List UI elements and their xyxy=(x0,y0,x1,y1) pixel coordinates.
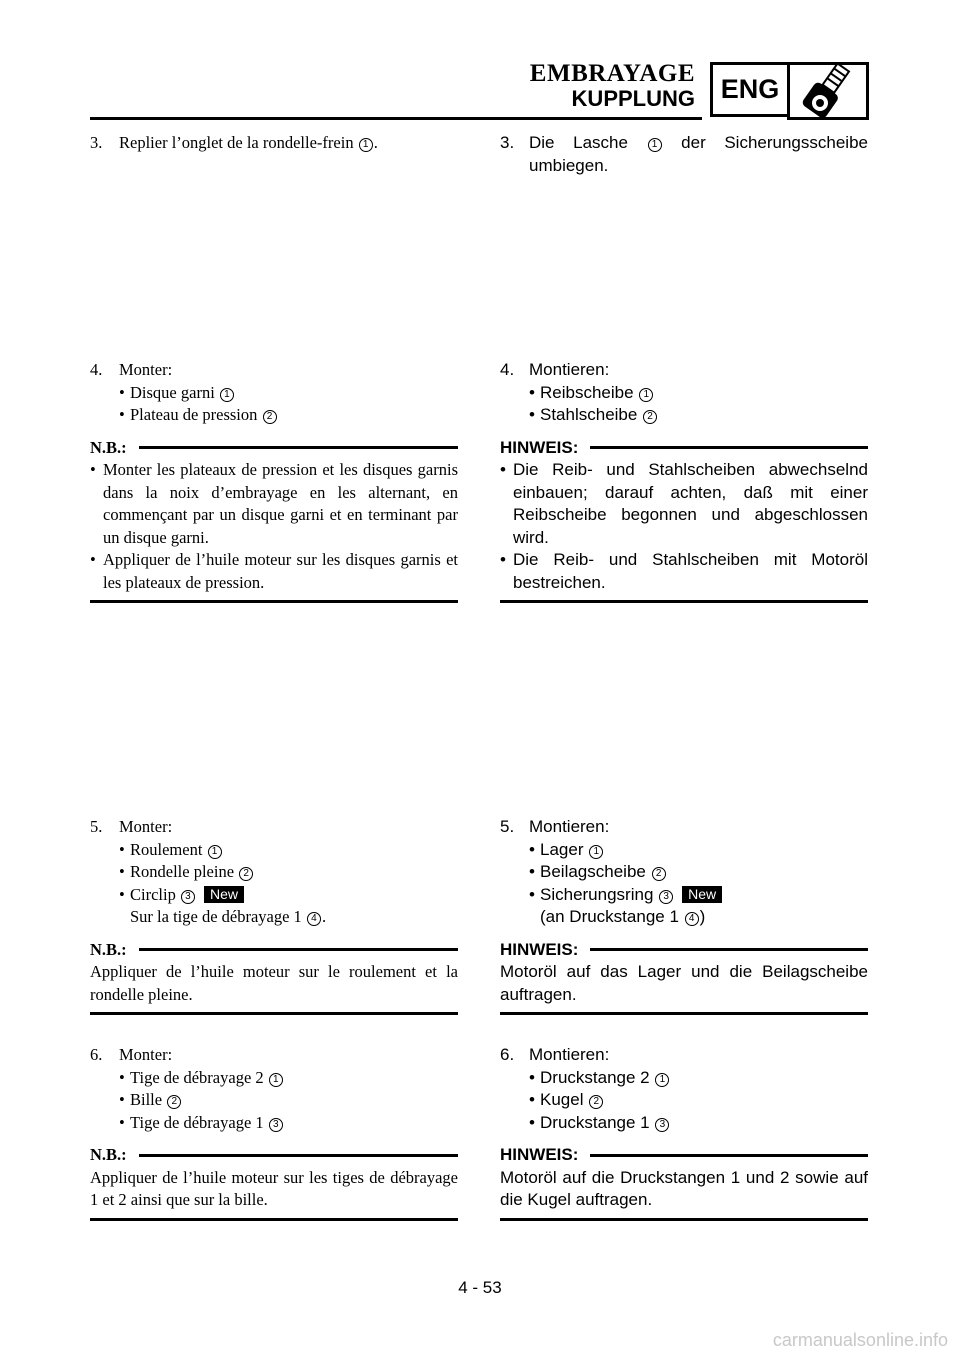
fr-step-3 xyxy=(90,132,458,155)
note-text: Motoröl auf die Druckstangen 1 und 2 sowie auf die Kugel auftragen. xyxy=(500,1167,868,1209)
note-label: HINWEIS: xyxy=(500,437,579,457)
note-end-rule xyxy=(500,600,868,603)
list-item: • Bille 2 xyxy=(90,1089,458,1112)
new-badge: New xyxy=(682,886,722,903)
ref-marker: 2 xyxy=(652,867,666,881)
step-number: 5. xyxy=(90,817,103,836)
list-item: • Disque garni 1 xyxy=(90,382,458,405)
fr-step-6 xyxy=(90,1044,458,1221)
parts-list xyxy=(90,839,458,929)
note-rule xyxy=(590,1154,868,1157)
note-header xyxy=(500,437,868,460)
ref-marker: 3 xyxy=(181,890,195,904)
list-item: • Rondelle pleine 2 xyxy=(90,861,458,884)
ref-marker: 2 xyxy=(643,410,657,424)
ref-marker: 4 xyxy=(685,912,699,926)
note-label: HINWEIS: xyxy=(500,939,579,959)
ref-marker: 1 xyxy=(655,1073,669,1087)
note-label: N.B.: xyxy=(90,1145,127,1164)
ref-marker: 2 xyxy=(239,867,253,881)
header-title-fr: EMBRAYAGE xyxy=(529,60,695,87)
ref-marker: 1 xyxy=(208,845,222,859)
step-number: 3. xyxy=(90,133,103,152)
note-rule xyxy=(590,446,868,449)
note-label: N.B.: xyxy=(90,437,127,457)
step-label: Monter: xyxy=(119,360,173,379)
note-header xyxy=(90,1144,458,1167)
list-item: • Stahlscheibe 2 xyxy=(500,404,868,427)
note-rule xyxy=(139,1154,458,1157)
parts-list xyxy=(90,1067,458,1135)
note-rule xyxy=(590,948,868,951)
parts-list xyxy=(500,839,868,929)
ref-marker: 3 xyxy=(659,890,673,904)
new-badge: New xyxy=(204,886,244,903)
list-item: • Lager 1 xyxy=(500,839,868,862)
note-rule xyxy=(139,446,458,449)
list-item: • Reibscheibe 1 xyxy=(500,382,868,405)
list-item-target: (an Druckstange 1 4 ) xyxy=(540,907,706,926)
note-text: Motoröl auf das Lager und die Beilagscheibe auftragen. xyxy=(500,962,868,1004)
step-number: 5. xyxy=(500,817,515,836)
ref-marker: 1 xyxy=(359,138,373,152)
de-step-4 xyxy=(500,359,868,603)
fr-step-4 xyxy=(90,359,458,603)
note-end-rule xyxy=(500,1012,868,1015)
list-item: • Kugel 2 xyxy=(500,1089,868,1112)
step-label: Montieren: xyxy=(529,360,610,379)
parts-list xyxy=(90,382,458,427)
parts-list xyxy=(500,382,868,427)
step-number: 6. xyxy=(90,1045,103,1064)
step-label: Montieren: xyxy=(529,1045,610,1064)
list-item: • Tige de débrayage 1 3 xyxy=(90,1112,458,1135)
step-number: 3. xyxy=(500,133,515,152)
ref-marker: 1 xyxy=(269,1073,283,1087)
note-end-rule xyxy=(500,1218,868,1221)
note-label: HINWEIS: xyxy=(500,1145,579,1164)
note-header xyxy=(90,437,458,460)
note-end-rule xyxy=(90,1012,458,1015)
note-bullet: • Appliquer de l’huile moteur sur les disques garnis et les plateaux de pression. xyxy=(90,549,458,594)
list-item: • Druckstange 2 1 xyxy=(500,1067,868,1090)
list-item: • Druckstange 1 3 xyxy=(500,1112,868,1135)
ref-marker: 3 xyxy=(655,1118,669,1132)
note-text: Appliquer de l’huile moteur sur les tiges de débrayage 1 et 2 ainsi que sur la bille. xyxy=(90,1167,458,1209)
watermark: carmanualsonline.info xyxy=(772,1330,948,1350)
step-label: Monter: xyxy=(119,1045,173,1064)
note-header xyxy=(500,1144,868,1167)
step-number: 6. xyxy=(500,1045,515,1064)
ref-marker: 1 xyxy=(220,388,234,402)
de-step-5 xyxy=(500,816,868,1015)
ref-marker: 2 xyxy=(167,1095,181,1109)
step-text: Replier l’onglet de la rondelle-frein xyxy=(119,133,354,152)
ref-marker: 3 xyxy=(269,1118,283,1132)
note-end-rule xyxy=(90,1218,458,1221)
de-step-6 xyxy=(500,1044,868,1221)
list-item: • Sicherungsring 3 New xyxy=(500,884,868,907)
note-rule xyxy=(139,948,458,951)
note-text: Appliquer de l’huile moteur sur le roulement et la rondelle pleine. xyxy=(90,962,458,1004)
ref-marker: 1 xyxy=(639,388,653,402)
header-rule xyxy=(90,117,702,120)
ref-marker: 2 xyxy=(589,1095,603,1109)
list-item: • Beilagscheibe 2 xyxy=(500,861,868,884)
note-header xyxy=(90,939,458,962)
list-item-target: Sur la tige de débrayage 1 4 . xyxy=(130,907,327,926)
step-text-cont: der Sicherungsscheibe umbiegen. xyxy=(529,133,868,175)
ref-marker: 1 xyxy=(648,138,662,152)
de-step-3 xyxy=(500,132,868,177)
list-item: • Circlip 3 New xyxy=(90,884,458,907)
note-header xyxy=(500,939,868,962)
ref-marker: 1 xyxy=(589,845,603,859)
list-item: • Plateau de pression 2 xyxy=(90,404,458,427)
page-number: 4 - 53 xyxy=(458,1278,502,1297)
note-bullet: • Die Reib- und Stahlscheiben mit Motoröl bestreichen. xyxy=(500,549,868,594)
note-bullet: • Monter les plateaux de pression et les disques garnis dans la noix d’embrayage en les alternant, en commençant par un disque garni et en terminant par un disque garni. xyxy=(90,459,458,549)
engine-piston-icon xyxy=(787,62,869,120)
ref-marker: 2 xyxy=(263,410,277,424)
step-text: Die Lasche xyxy=(529,133,628,152)
note-end-rule xyxy=(90,600,458,603)
note-label: N.B.: xyxy=(90,939,127,959)
fr-step-5 xyxy=(90,816,458,1015)
note-bullet: • Die Reib- und Stahlscheiben abwechselnd einbauen; darauf achten, daß mit einer Reibscheibe begonnen und abgeschlossen wird. xyxy=(500,459,868,549)
list-item: • Tige de débrayage 2 1 xyxy=(90,1067,458,1090)
list-item: • Roulement 1 xyxy=(90,839,458,862)
ref-marker: 4 xyxy=(307,912,321,926)
step-text-end: . xyxy=(373,133,378,152)
step-number: 4. xyxy=(500,360,515,379)
step-label: Montieren: xyxy=(529,817,610,836)
step-number: 4. xyxy=(90,360,103,379)
step-label: Monter: xyxy=(119,817,173,836)
parts-list xyxy=(500,1067,868,1135)
section-badge: ENG xyxy=(710,62,790,117)
header-title-de: KUPPLUNG xyxy=(571,86,695,111)
